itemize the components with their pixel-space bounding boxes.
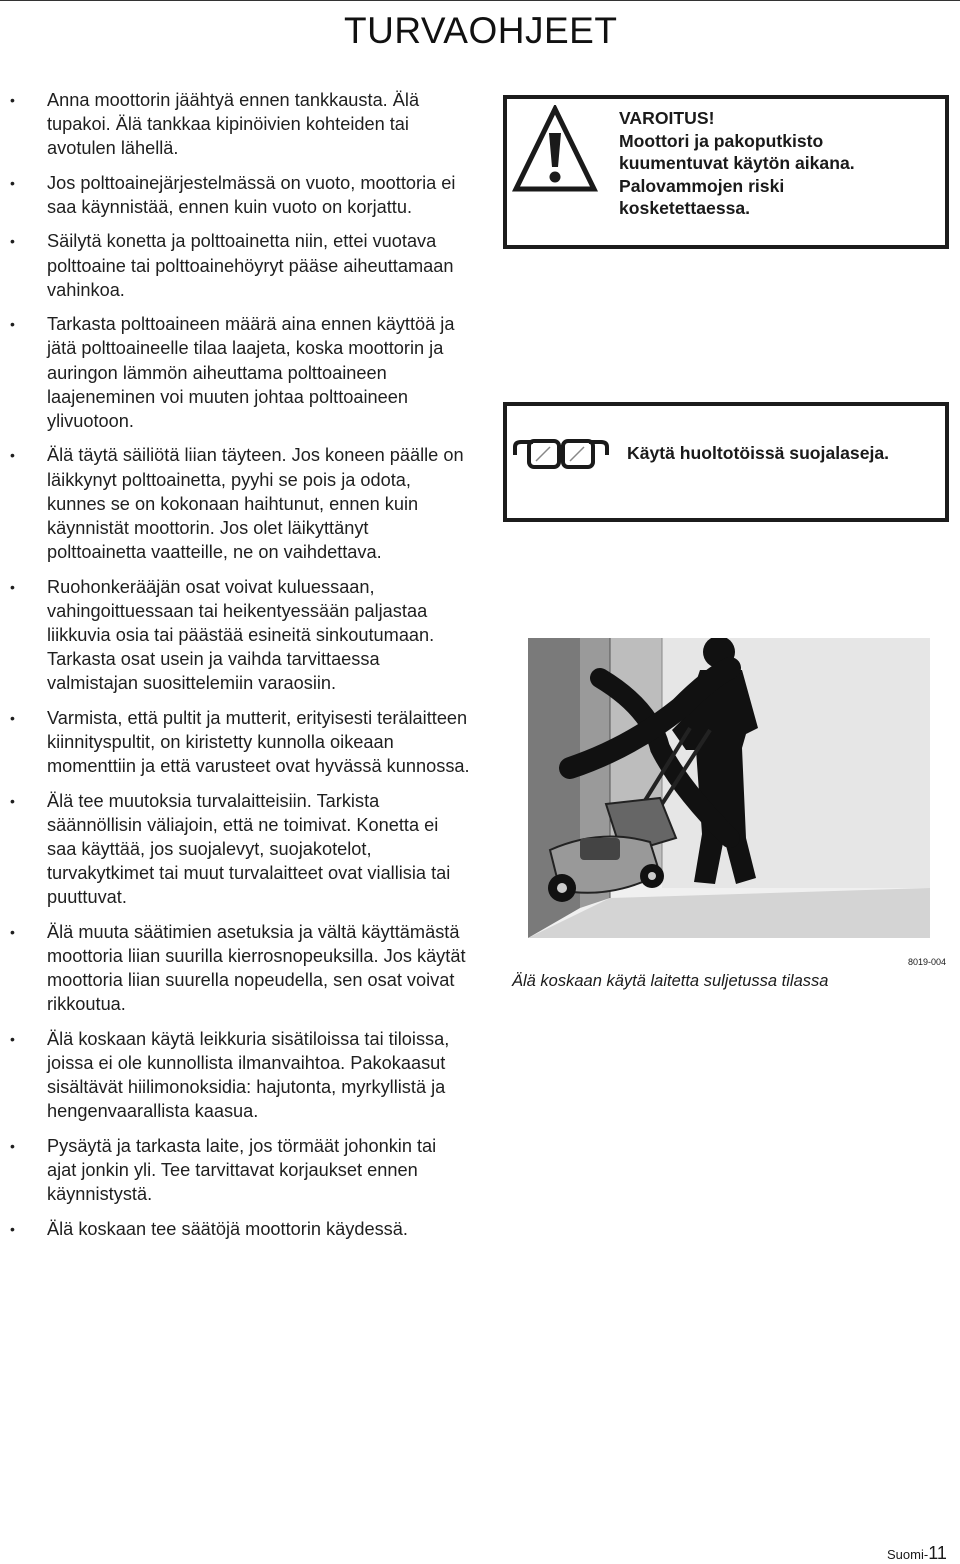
bullet-marker: • [10,1220,15,1237]
list-item-text: Älä täytä säiliötä liian täyteen. Jos koneen päälle on läikkynyt polttoainetta, pyyhi se pois ja odota, kunnes se on kokonaan haihtunut, ennen kuin käynnistät moottorin. Jos olet läikyttänyt polttoainetta vaatteille, ne on vaihdettava. [47,445,464,563]
bullet-marker: • [10,578,15,595]
list-item [10,575,470,696]
bullet-marker: • [10,233,15,250]
bullet-marker: • [10,792,15,809]
list-item [10,1217,470,1241]
list-item [10,920,470,1017]
warning-line: kosketettaessa. [619,198,751,218]
warning-triangle-icon [512,105,598,193]
bullet-marker: • [10,316,15,333]
list-item [10,88,470,161]
warning-text [619,107,939,220]
bullet-marker: • [10,174,15,191]
warning-line: Palovammojen riski [619,175,785,196]
indoor-mowing-prohibited-illustration [510,638,930,960]
list-item [10,229,470,302]
illustration-caption: Älä koskaan käytä laitetta suljetussa tilassa [512,972,829,990]
list-item [10,443,470,564]
bullet-marker: • [10,447,15,464]
list-item-text: Tarkasta polttoaineen määrä aina ennen käyttöä ja jätä polttoaineelle tilaa laajeta, koska moottorin ja auringon lämmön aiheuttama polttoaineen laajeneminen voi muuten johtaa polttoaineen ylivuotoon. [47,314,455,431]
page-footer [887,1543,947,1564]
safety-instructions-list [10,88,470,1251]
bullet-marker: • [10,923,15,940]
page-number: 11 [928,1543,947,1563]
list-item-text: Älä tee muutoksia turvalaitteisiin. Tarkista säännöllisin väliajoin, että ne toimivat. Konetta ei saa käyttää, jos suojalevyt, suojakotelot, turvakytkimet tai muut turvalaitteet ovat viallisia tai puuttuvat. [47,790,451,908]
list-item-text: Älä muuta säätimien asetuksia ja vältä käyttämästä moottoria liian suurilla kierrosnopeuksilla. Jos käytät moottoria liian suurella nopeudella, sen osat voivat rikkoutua. [47,921,466,1015]
list-item [10,171,470,219]
bullet-marker: • [10,1137,15,1154]
warning-line: kuumentuvat käytön aikana. [619,153,855,173]
list-item-text: Säilytä konetta ja polttoainetta niin, ettei vuotava polttoaine tai polttoainehöyryt pääse aiheuttamaan vahinkoa. [47,231,454,300]
warning-line: Moottori ja pakoputkisto [619,130,824,151]
warning-heading: VAROITUS! [619,108,715,128]
list-item [10,312,470,433]
bullet-marker: • [10,709,15,726]
safety-glasses-text: Käytä huoltotöissä suojalaseja. [627,443,890,463]
page-title: TURVAOHJEET [344,10,618,51]
bullet-marker: • [10,1030,15,1047]
safety-glasses-icon [513,433,609,477]
footer-language: Suomi- [887,1547,929,1562]
bullet-marker: • [10,92,15,108]
list-item [10,789,470,910]
list-item [10,1027,470,1124]
header-rule [0,0,960,1]
list-item-text: Älä koskaan tee säätöjä moottorin käydessä. [47,1218,408,1239]
list-item [10,1134,470,1207]
list-item-text: Älä koskaan käytä leikkuria sisätiloissa tai tiloissa, joissa ei ole kunnollista ilmanvaihtoa. Pakokaasut sisältävät hiilimonoksidia: hajutonta, myrkyllistä ja hengenvaarallista kaasua. [47,1028,450,1122]
list-item [10,706,470,779]
list-item-text: Pysäytä ja tarkasta laite, jos törmäät johonkin tai ajat jonkin yli. Tee tarvittavat korjaukset ennen käynnistystä. [47,1135,437,1205]
list-item-text: Jos polttoainejärjestelmässä on vuoto, moottoria ei saa käynnistää, ennen kuin vuoto on korjattu. [47,172,456,217]
list-item-text: Varmista, että pultit ja mutterit, erityisesti terälaitteen kiinnityspultit, on kiristetty kunnolla oikeaan momenttiin ja että varusteet ovat hyvässä kunnossa. [47,707,470,777]
list-item-text: Anna moottorin jäähtyä ennen tankkausta. Älä tupakoi. Älä tankkaa kipinöivien kohteiden tai avotulen lähellä. [47,90,420,159]
illustration-code: 8019-004 [908,957,947,967]
list-item-text: Ruohonkerääjän osat voivat kuluessaan, vahingoittuessaan tai heikentyessään paljastaa liikkuvia osia tai päästää esineitä sinkoutumaan. Tarkasta osat usein ja vaihda tarvittaessa valmistajan suosittelemiin varaosiin. [47,576,435,694]
